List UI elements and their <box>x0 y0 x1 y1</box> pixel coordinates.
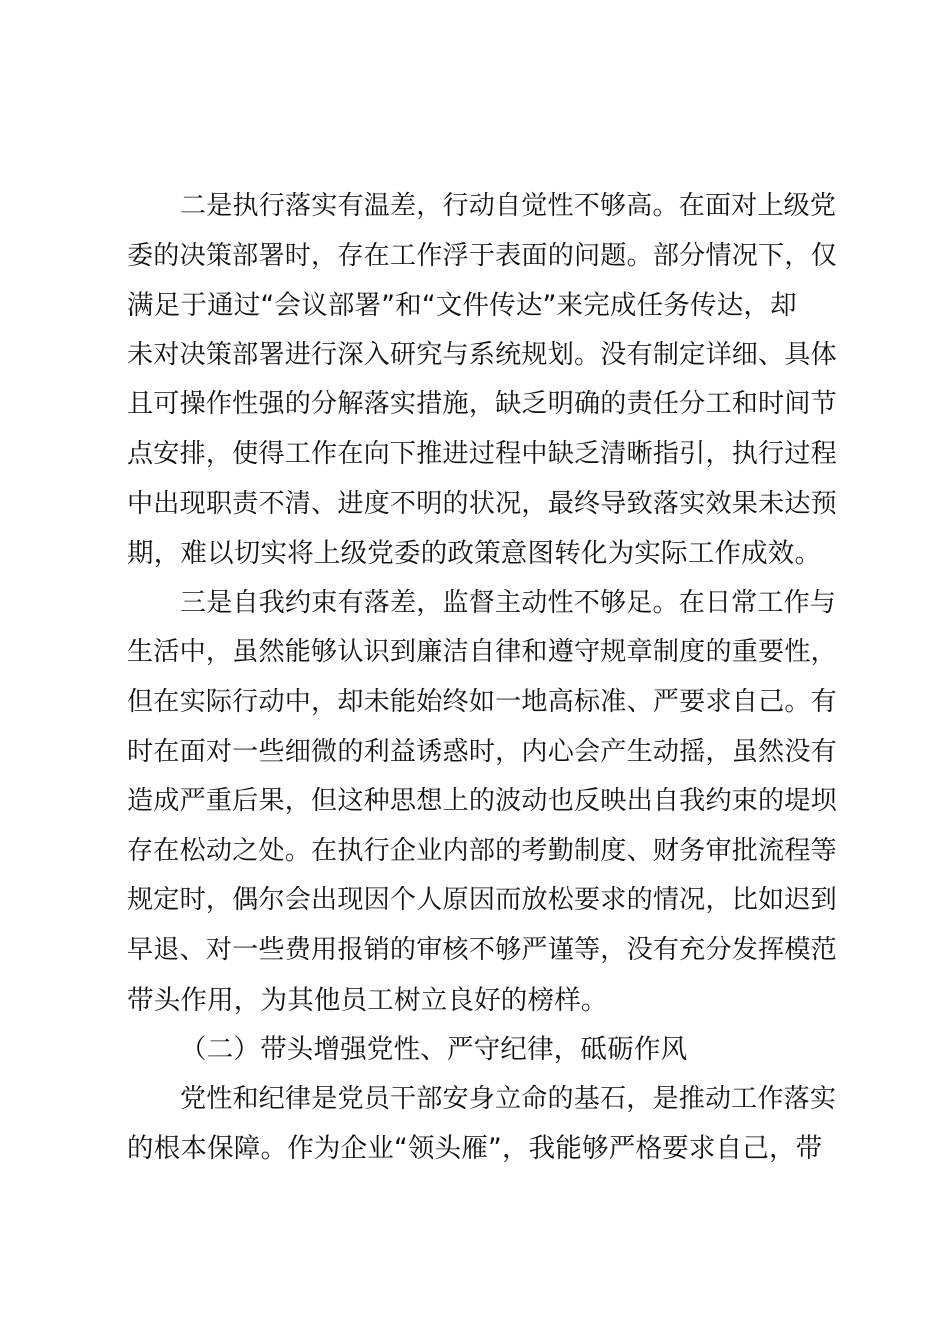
text-line: 满足于通过“会议部署”和“文件传达”来完成任务传达，却 <box>127 290 797 322</box>
section-heading: （二）带头增强党性、严守纪律，砥砺作风 <box>180 1034 688 1066</box>
text-line: 点安排，使得工作在向下推进过程中缺乏清晰指引，执行过程 <box>127 438 837 469</box>
text-line: 党性和纪律是党员干部安身立命的基石，是推动工作落实 <box>180 1083 837 1114</box>
text-line: 存在松动之处。在执行企业内部的考勤制度、财务审批流程等 <box>127 835 837 866</box>
text-line: 委的决策部署时，存在工作浮于表面的问题。部分情况下，仅 <box>127 240 837 271</box>
text-line: 中出现职责不清、进度不明的状况，最终导致落实效果未达预 <box>127 488 837 519</box>
text-line: 生活中，虽然能够认识到廉洁自律和遵守规章制度的重要性， <box>127 637 837 668</box>
text-line: 三是自我约束有落差，监督主动性不够足。在日常工作与 <box>180 587 837 618</box>
text-line: 但在实际行动中，却未能始终如一地高标准、严要求自己。有 <box>127 686 837 717</box>
text-line: 的根本保障。作为企业“领头雁”，我能够严格要求自己，带 <box>127 1133 823 1165</box>
text-line: 造成严重后果，但这种思想上的波动也反映出自我约束的堤坝 <box>127 786 837 817</box>
text-line: 早退、对一些费用报销的审核不够严谨等，没有充分发挥模范 <box>127 934 837 965</box>
text-line: 规定时，偶尔会出现因个人原因而放松要求的情况，比如迟到 <box>127 885 837 916</box>
text-line: 带头作用，为其他员工树立良好的榜样。 <box>127 984 608 1016</box>
document-body <box>127 182 837 1174</box>
text-line: 时在面对一些细微的利益诱惑时，内心会产生动摇，虽然没有 <box>127 736 837 767</box>
text-line: 二是执行落实有温差，行动自觉性不够高。在面对上级党 <box>180 191 837 221</box>
text-line: 期，难以切实将上级党委的政策意图转化为实际工作成效。 <box>127 538 822 570</box>
text-line: 且可操作性强的分解落实措施，缺乏明确的责任分工和时间节 <box>127 389 837 420</box>
text-line: 未对决策部署进行深入研究与系统规划。没有制定详细、具体 <box>127 339 837 370</box>
